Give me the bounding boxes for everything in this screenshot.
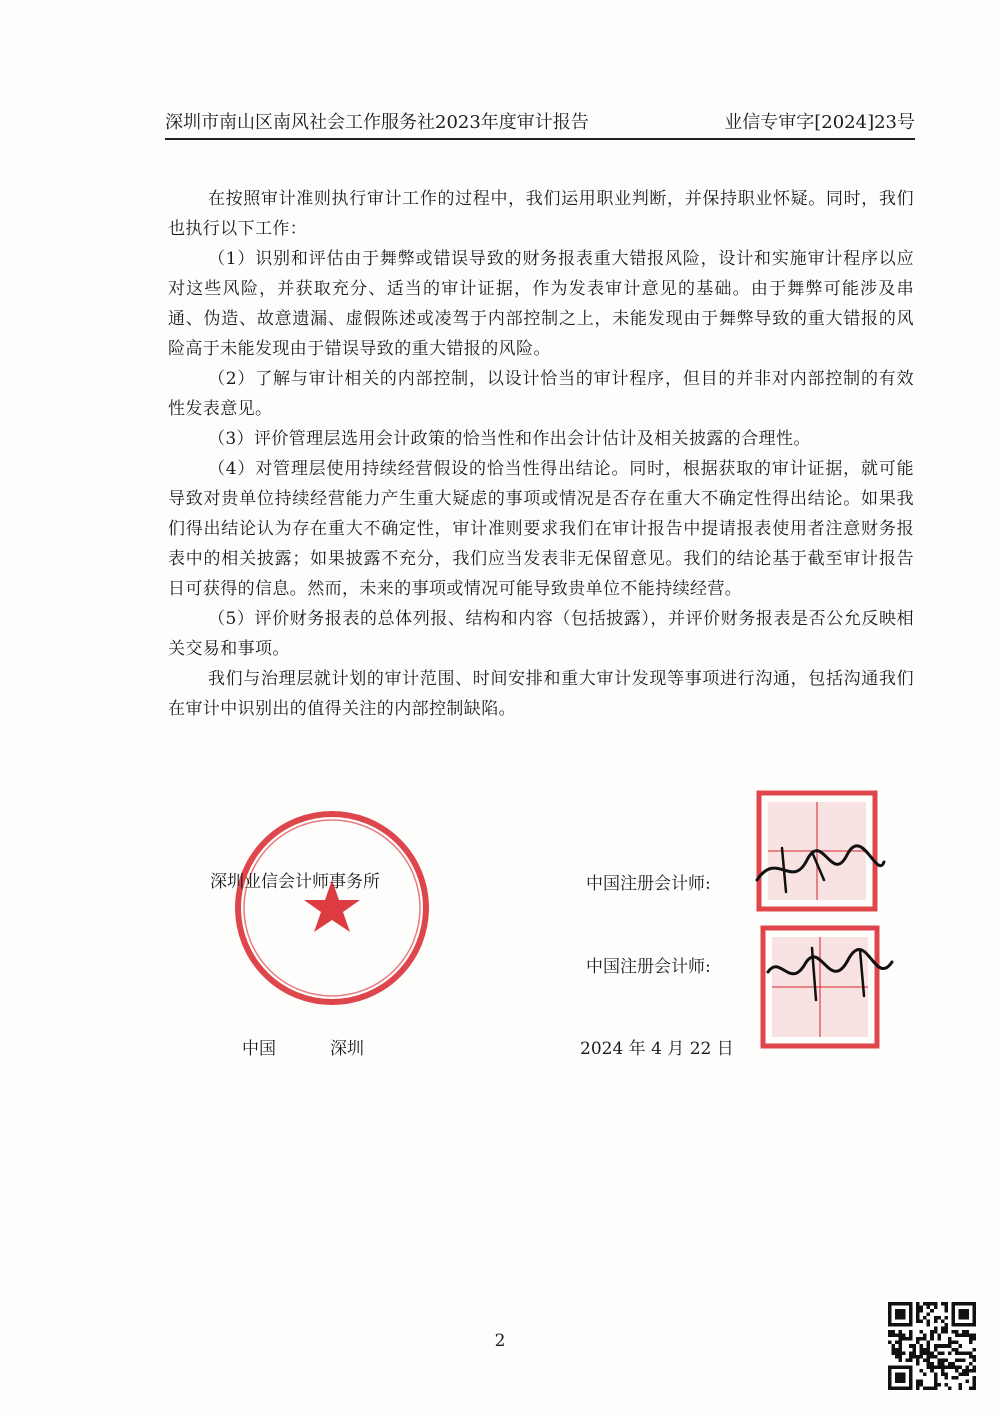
cpa-signature-2 (760, 942, 900, 1006)
paragraph-item-3: （3）评价管理层选用会计政策的恰当性和作出会计估计及相关披露的合理性。 (207, 429, 811, 449)
location-city: 深圳 (330, 1039, 364, 1059)
cpa-label-1: 中国注册会计师: (586, 874, 711, 894)
paragraph-item-4: （4）对管理层使用持续经营假设的恰当性得出结论。同时，根据获取的审计证据，就可能导致对贵单位持续经营能力产生重大疑虑的事项或情况是否存在重大不确定性得出结论。如果我们得出结论认为存在重大不确定性，审计准则要求我们在审计报告中提请报表使用者注意财务报表中的相关披露；如果披露不充分，我们应当发表非无保留意见。我们的结论基于截至审计报告日可获得的信息。然而，未来的事项或情况可能导致贵单位不能持续经营。 (168, 459, 914, 599)
paragraph-item-1: （1）识别和评估由于舞弊或错误导致的财务报表重大错报风险，设计和实施审计程序以应对这些风险，并获取充分、适当的审计证据，作为发表审计意见的基础。由于舞弊可能涉及串通、伪造、故意遗漏、虚假陈述或凌驾于内部控制之上，未能发现由于舞弊导致的重大错报的风险高于未能发现由于错误导致的重大错报的风险。 (168, 249, 914, 359)
paragraph-intro: 在按照审计准则执行审计工作的过程中，我们运用职业判断，并保持职业怀疑。同时，我们也执行以下工作： (168, 189, 914, 239)
report-title: 深圳市南山区南风社会工作服务社2023年度审计报告 (165, 112, 589, 133)
location-country: 中国 (242, 1039, 276, 1059)
cpa-signature-1 (752, 840, 892, 900)
paragraph-item-2: （2）了解与审计相关的内部控制，以设计恰当的审计程序，但目的并非对内部控制的有效性发表意见。 (168, 369, 914, 419)
firm-name: 深圳业信会计师事务所 (210, 872, 380, 892)
report-date: 2024 年 4 月 22 日 (580, 1039, 734, 1059)
firm-seal-stamp (232, 808, 432, 1008)
report-body (168, 184, 914, 724)
document-number: 业信专审字[2024]23号 (724, 112, 915, 133)
paragraph-item-5: （5）评价财务报表的总体列报、结构和内容（包括披露），并评价财务报表是否公允反映相关交易和事项。 (168, 609, 914, 659)
page-header (165, 110, 915, 140)
paragraph-communication: 我们与治理层就计划的审计范围、时间安排和重大审计发现等事项进行沟通，包括沟通我们在审计中识别出的值得关注的内部控制缺陷。 (168, 669, 914, 719)
page-number: 2 (494, 1331, 506, 1351)
qr-code-icon (888, 1302, 976, 1390)
cpa-label-2: 中国注册会计师: (586, 957, 711, 977)
